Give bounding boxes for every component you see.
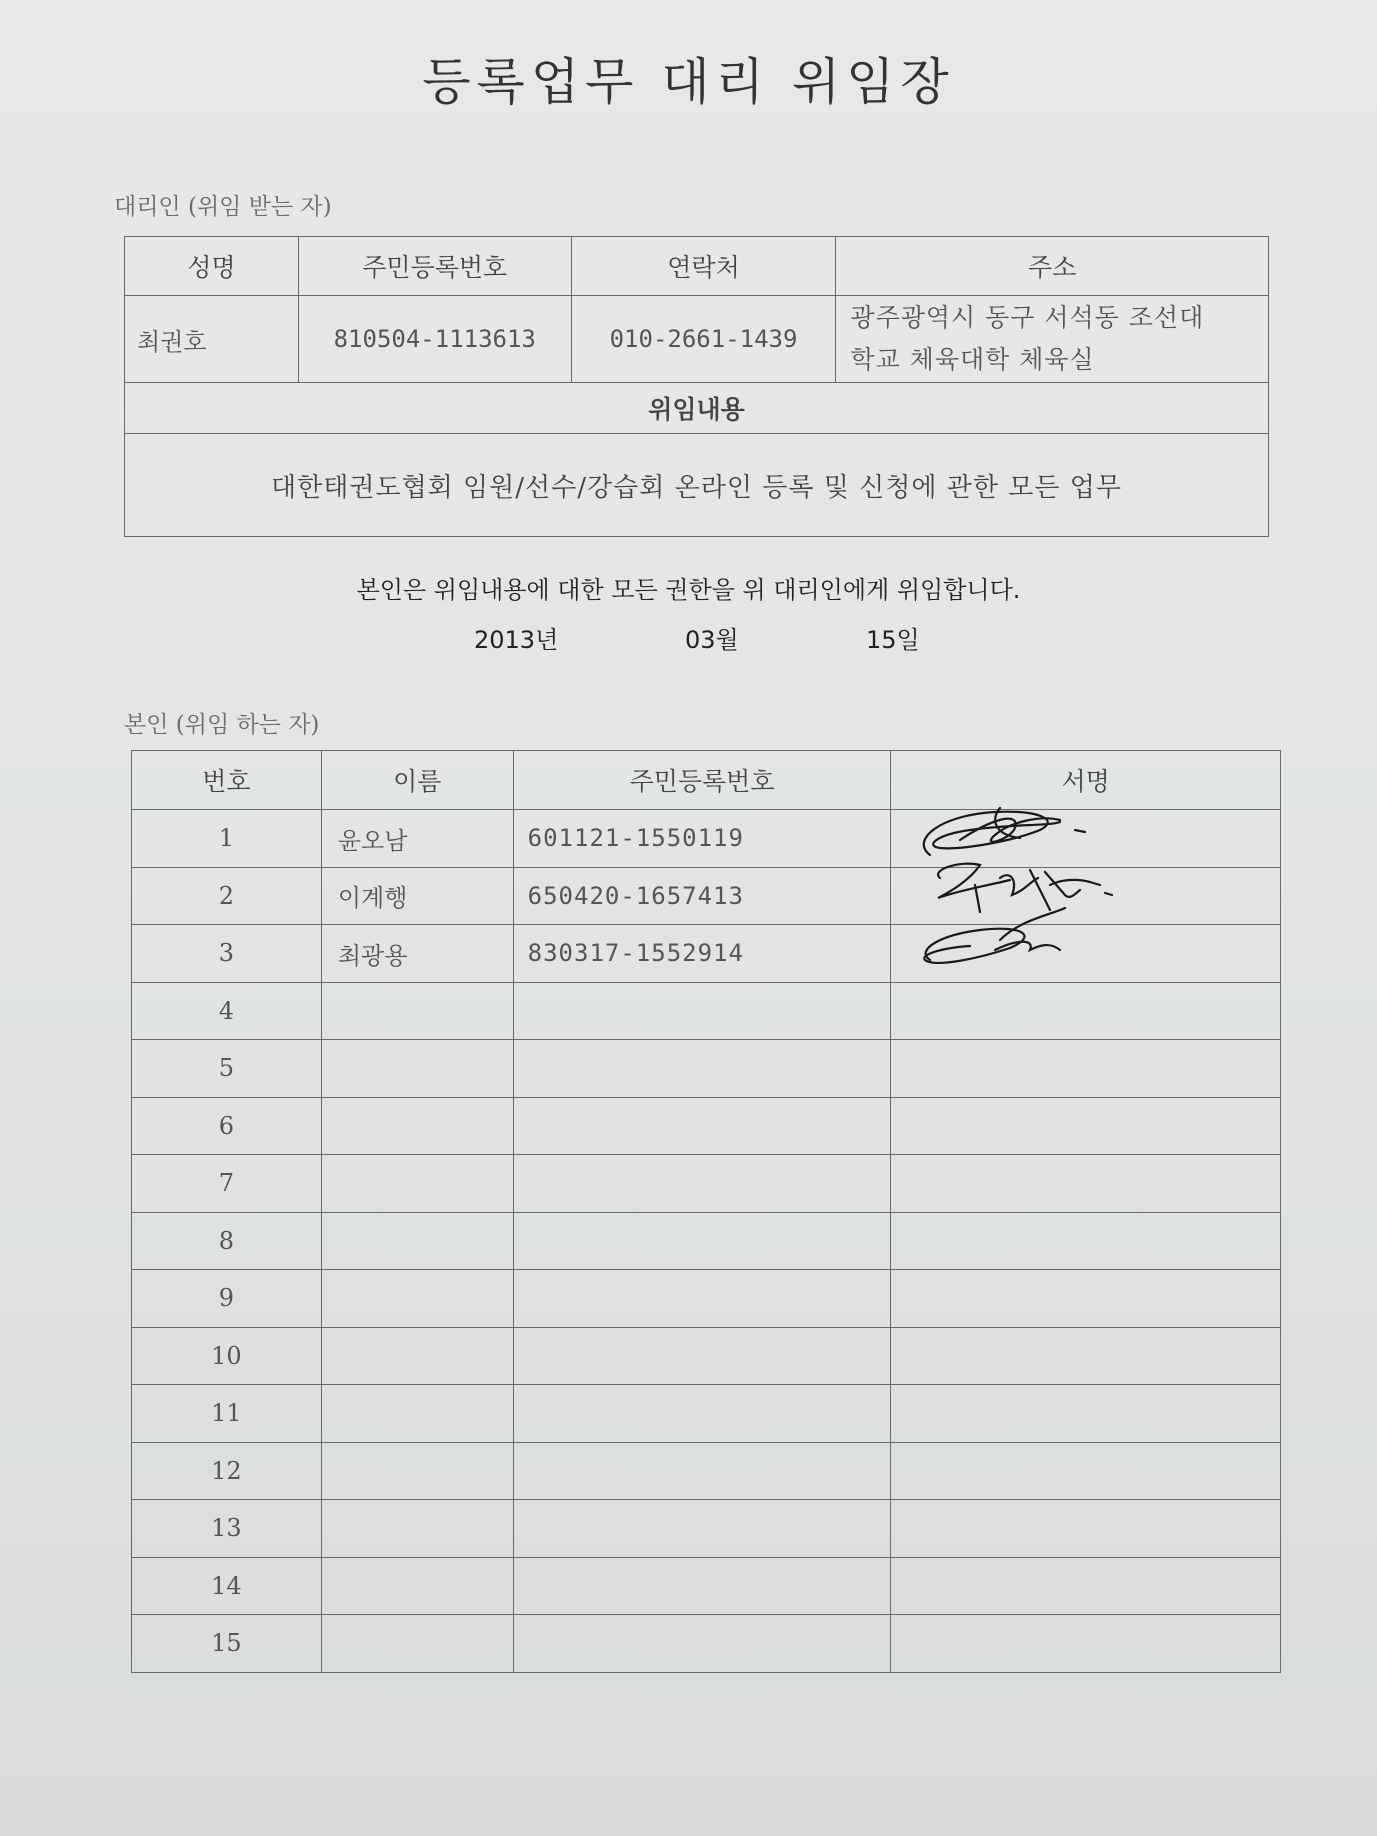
signatures: [900, 800, 1200, 1000]
principal-row-rrn: [513, 1500, 891, 1558]
principal-row-name: [321, 982, 513, 1040]
principal-row-no: 5: [132, 1040, 322, 1098]
principal-row-signature: [891, 1615, 1281, 1673]
principal-row-signature: [891, 1557, 1281, 1615]
agent-data-row: [125, 296, 1269, 383]
date-year: 2013년: [474, 626, 559, 654]
principal-row-rrn: [513, 1155, 891, 1213]
principal-row: [132, 1615, 1281, 1673]
signature-2: [938, 864, 1112, 912]
signature-3: [924, 908, 1065, 963]
principal-row-no: 4: [132, 982, 322, 1040]
principal-row-signature: [891, 1385, 1281, 1443]
principal-row-rrn: [513, 1442, 891, 1500]
principal-row-rrn: [513, 1040, 891, 1098]
principal-row-no: 14: [132, 1557, 322, 1615]
agent-table: [124, 236, 1269, 537]
principal-row-name: [321, 1557, 513, 1615]
principal-row-name: [321, 1270, 513, 1328]
principal-row-no: 13: [132, 1500, 322, 1558]
principal-row-name: [321, 1327, 513, 1385]
principal-row-rrn: [513, 1270, 891, 1328]
principal-row-name: [321, 1385, 513, 1443]
principal-row-name: [321, 1442, 513, 1500]
principal-row-rrn: 650420-1657413: [513, 867, 891, 925]
principal-row: [132, 1500, 1281, 1558]
principal-row-signature: [891, 1212, 1281, 1270]
principal-row-no: 15: [132, 1615, 322, 1673]
principal-row-signature: [891, 1327, 1281, 1385]
principal-row-rrn: [513, 1615, 891, 1673]
principal-row-signature: [891, 1270, 1281, 1328]
principal-row-name: [321, 1500, 513, 1558]
principal-row-no: 1: [132, 810, 322, 868]
delegation-content: 대한태권도협회 임원/선수/강습회 온라인 등록 및 신청에 관한 모든 업무: [125, 434, 1269, 537]
principal-row: [132, 1097, 1281, 1155]
agent-header-row: [125, 237, 1269, 296]
agent-section-label: 대리인 (위임 받는 자): [114, 194, 332, 220]
principal-row-no: 6: [132, 1097, 322, 1155]
principal-row: [132, 1327, 1281, 1385]
principal-header-no: 번호: [132, 751, 322, 810]
principal-row: [132, 1212, 1281, 1270]
principal-row-no: 8: [132, 1212, 322, 1270]
signature-1: [924, 808, 1085, 855]
delegation-content-header: 위임내용: [125, 383, 1269, 434]
principal-row-rrn: [513, 982, 891, 1040]
principal-row-rrn: 601121-1550119: [513, 810, 891, 868]
principal-row-no: 12: [132, 1442, 322, 1500]
principal-header-name: 이름: [321, 751, 513, 810]
principal-row-name: [321, 1040, 513, 1098]
agent-rrn: 810504-1113613: [298, 296, 571, 383]
principal-row-name: [321, 1212, 513, 1270]
document-title: 등록업무 대리 위임장: [422, 53, 955, 111]
principal-row-no: 11: [132, 1385, 322, 1443]
principal-row-signature: [891, 1500, 1281, 1558]
delegation-statement: 본인은 위임내용에 대한 모든 권한을 위 대리인에게 위임합니다.: [356, 576, 1021, 604]
agent-header-address: 주소: [836, 237, 1269, 296]
date-month: 03월: [685, 626, 739, 654]
principal-row-name: 윤오남: [321, 810, 513, 868]
principal-row-signature: [891, 1040, 1281, 1098]
agent-header-rrn: 주민등록번호: [298, 237, 571, 296]
agent-address: [836, 296, 1269, 383]
agent-address-line1: 광주광역시 동구 서석동 조선대: [850, 303, 1205, 332]
agent-phone: 010-2661-1439: [571, 296, 836, 383]
principal-row: [132, 1557, 1281, 1615]
principal-row-signature: [891, 1097, 1281, 1155]
principal-header-signature: 서명: [891, 751, 1281, 810]
principal-row-rrn: [513, 1212, 891, 1270]
principal-row-rrn: [513, 1557, 891, 1615]
principal-row-signature: [891, 1155, 1281, 1213]
principal-row: [132, 1155, 1281, 1213]
date-day: 15일: [866, 626, 920, 654]
agent-address-line2: 학교 체육대학 체육실: [850, 345, 1095, 374]
agent-header-phone: 연락처: [571, 237, 836, 296]
principal-row-name: [321, 1097, 513, 1155]
principal-row-no: 3: [132, 925, 322, 983]
principal-row-rrn: [513, 1385, 891, 1443]
principal-row-rrn: [513, 1327, 891, 1385]
principal-row-no: 9: [132, 1270, 322, 1328]
principal-row-signature: [891, 1442, 1281, 1500]
principal-row-no: 10: [132, 1327, 322, 1385]
principal-row: [132, 1385, 1281, 1443]
principal-row: [132, 1442, 1281, 1500]
agent-header-name: 성명: [125, 237, 299, 296]
principal-row: [132, 1040, 1281, 1098]
principal-row: [132, 1270, 1281, 1328]
principal-row-name: [321, 1155, 513, 1213]
agent-name: 최권호: [125, 296, 299, 383]
principal-row-rrn: [513, 1097, 891, 1155]
principal-row-no: 2: [132, 867, 322, 925]
principal-header-rrn: 주민등록번호: [513, 751, 891, 810]
principal-row-name: [321, 1615, 513, 1673]
principal-row-name: 이계행: [321, 867, 513, 925]
principal-row-no: 7: [132, 1155, 322, 1213]
principal-row-name: 최광용: [321, 925, 513, 983]
principal-row-rrn: 830317-1552914: [513, 925, 891, 983]
principal-section-label: 본인 (위임 하는 자): [124, 712, 320, 738]
